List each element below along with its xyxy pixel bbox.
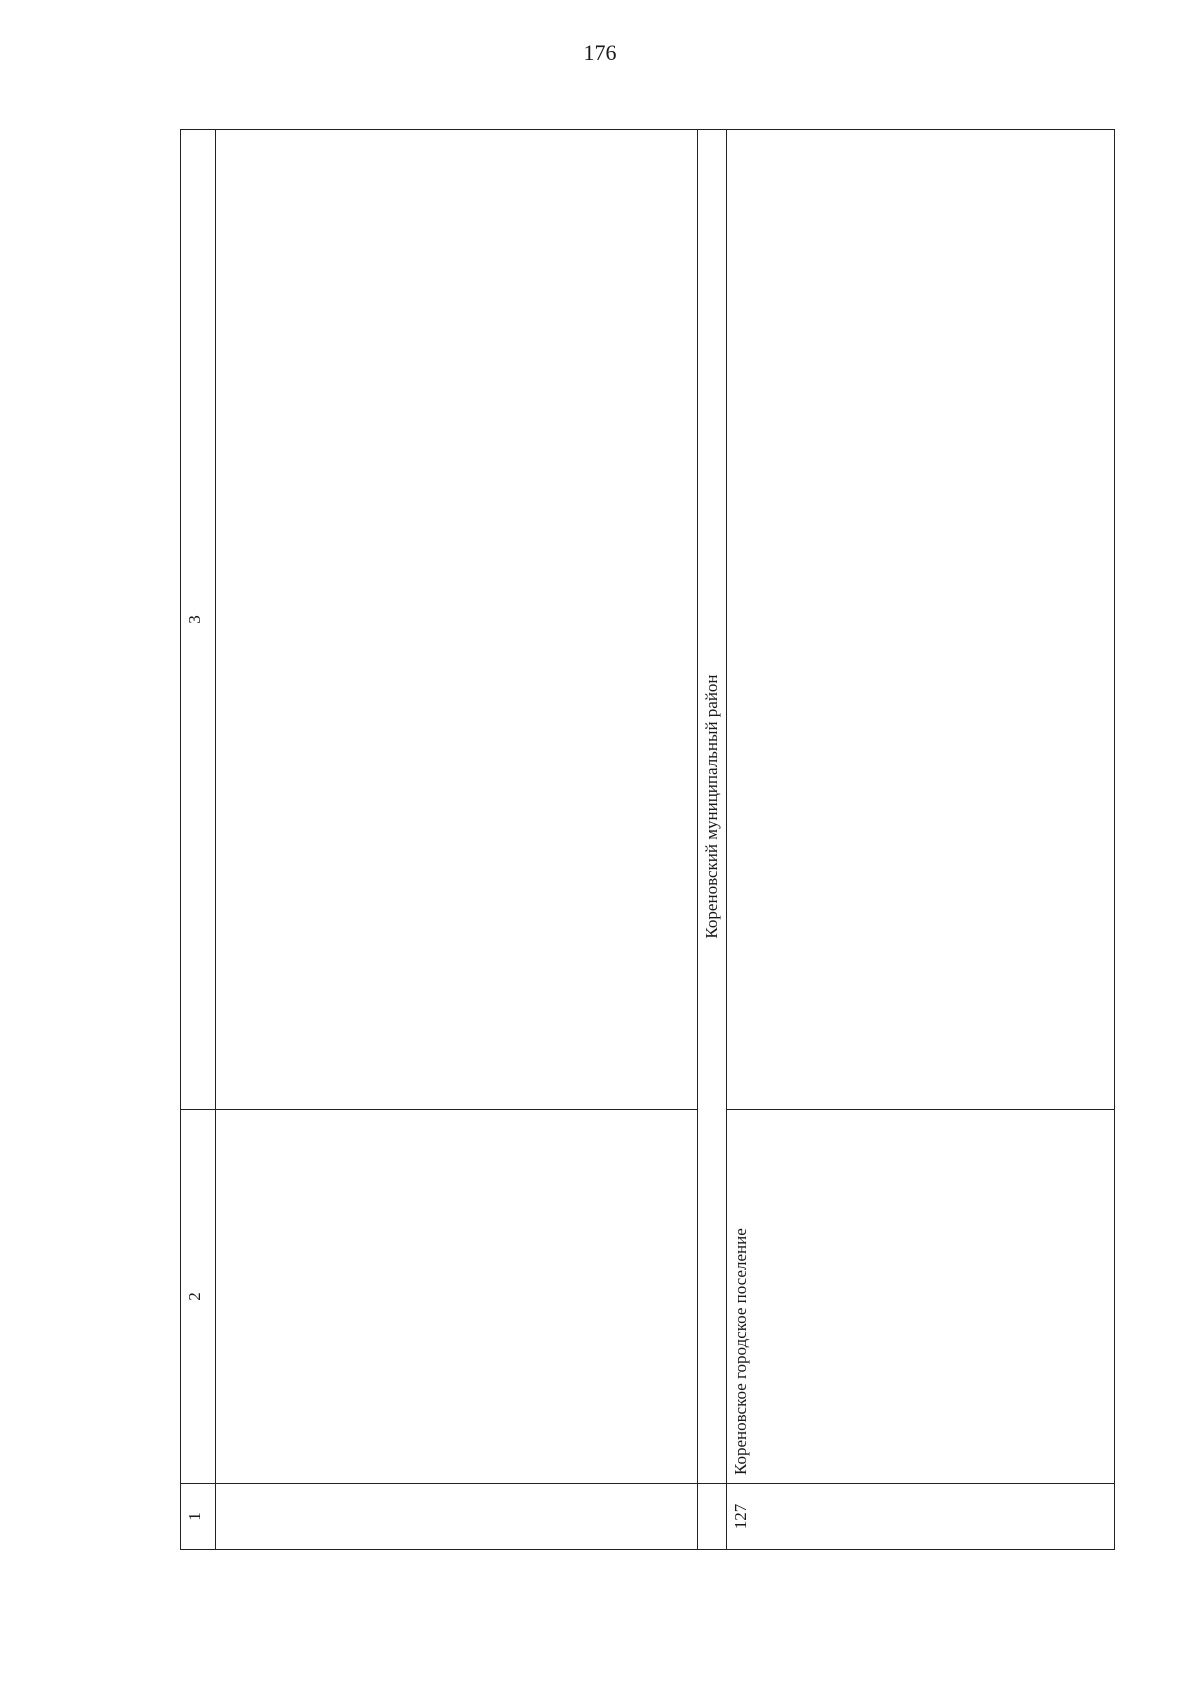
header-col-3: 3 — [181, 130, 216, 1110]
table-row-127 — [727, 130, 1115, 1550]
row-number-127: 127 — [727, 1484, 1115, 1550]
table-header-row — [181, 130, 216, 1550]
section-divider-row — [698, 130, 727, 1550]
continued-settlement-cell — [216, 1110, 698, 1484]
continued-text-cell — [216, 130, 698, 1110]
tariff-table — [180, 129, 1115, 1550]
rotated-table-frame — [180, 130, 1115, 1550]
divider-empty-cell — [698, 1484, 727, 1550]
continued-number-cell — [216, 1484, 698, 1550]
page-number: 176 — [583, 40, 617, 65]
table-row-continued — [216, 130, 698, 1550]
header-col-2: 2 — [181, 1110, 216, 1484]
section-divider-title: Кореновский муниципальный район — [698, 130, 727, 1484]
settlement-name-127: Кореновское городское поселение — [727, 1110, 1115, 1484]
header-col-1: 1 — [181, 1484, 216, 1550]
row-127-text-cell — [727, 130, 1115, 1110]
